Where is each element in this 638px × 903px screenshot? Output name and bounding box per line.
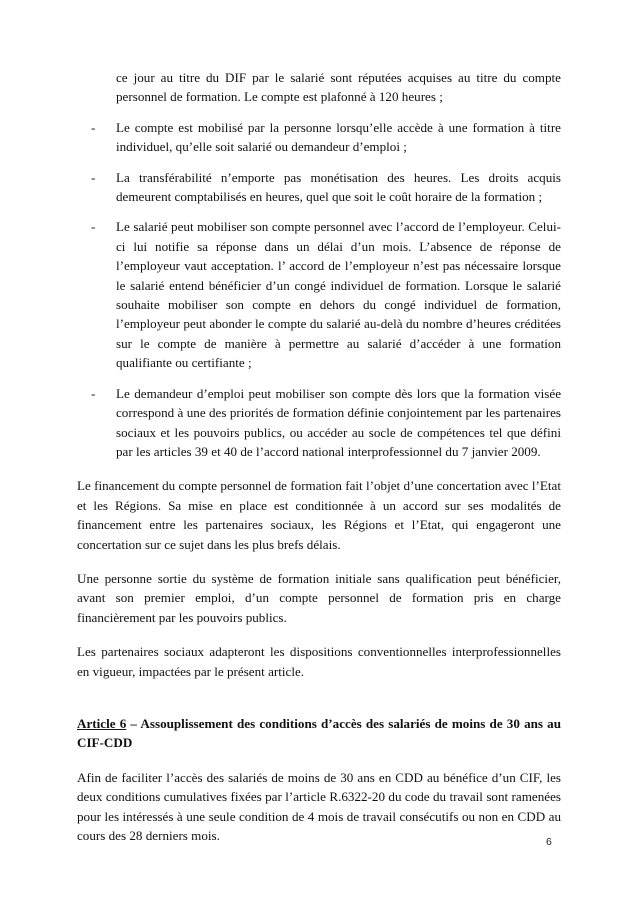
paragraph-sortie-formation: Une personne sortie du système de formation initiale sans qualification peut bénéficier, avant son premier emploi, d’un compte personnel de formation pris en charge financièrement par les pouvoirs publics. (77, 570, 561, 625)
list-item-text: Le compte est mobilisé par la personne lorsqu’elle accède à une formation à titre individuel, qu’elle soit salarié ou demandeur d’emploi ; (116, 119, 561, 155)
list-item-text: Le demandeur d’emploi peut mobiliser son compte dès lors que la formation visée correspond à une des priorités de formation définie conjointement par les partenaires sociaux et les pouvoirs publics, ou accéder au socle de compétences tel que défini par les articles 39 et 40 de l’accord national interprofessionnel du 7 janvier 2009. (116, 385, 561, 459)
paragraph-partenaires: Les partenaires sociaux adapteront les dispositions conventionnelles interprofessionnelles en vigueur, impactées par le présent article. (77, 644, 561, 679)
article-body: Afin de faciliter l’accès des salariés de moins de 30 ans en CDD au bénéfice d’un CIF, les deux conditions cumulatives fixées par l’article R.6322-20 du code du travail sont ramenées pour les intéressés à une seule condition de 4 mois de travail consécutifs ou non en CDD au cours des 28 derniers mois. (77, 769, 561, 843)
list-dash: - (91, 385, 96, 401)
list-item (77, 118, 561, 157)
list-dash: - (91, 219, 96, 235)
list-item-text: Le salarié peut mobiliser son compte personnel avec l’accord de l’employeur. Celui-ci lui notifie sa réponse dans un délai d’un mois. L’absence de réponse de l’employeur vaut acceptation. l’ accord de l’employeur n’est pas nécessaire lorsque le salarié entend bénéficier d’un congé individuel de formation. Lorsque le salarié souhaite mobiliser son compte en dehors du congé individuel de formation, l’employeur peut abonder le compte du salarié au-delà du nombre d’heures créditées sur le compte de manière à permettre au salarié d’accéder à une formation qualifiante ou certifiante ; (116, 219, 561, 371)
list-item-text: La transférabilité n’emporte pas monétisation des heures. Les droits acquis demeurent comptabilisés en heures, quel que soit le coût horaire de la formation ; (116, 169, 561, 205)
article-heading (77, 714, 561, 753)
list-item (77, 384, 561, 462)
list-item-continuation (77, 68, 561, 107)
page-content (77, 68, 561, 845)
page-number: 6 (546, 836, 552, 848)
list-dash: - (91, 169, 96, 185)
list-dash: - (91, 119, 96, 135)
paragraph-financement: Le financement du compte personnel de formation fait l’objet d’une concertation avec l’Etat et les Régions. Sa mise en place est conditionnée à un accord sur ses modalités de financement entre les partenaires sociaux, les Régions et l’Etat, qui engageront une concertation sur ce sujet dans les plus brefs délais. (77, 478, 561, 552)
list-item (77, 217, 561, 372)
list-item (77, 168, 561, 207)
article-title: – Assouplissement des conditions d’accès des salariés de moins de 30 ans au CIF-CDD (77, 715, 561, 751)
list-item-text: ce jour au titre du DIF par le salarié sont réputées acquises au titre du compte personnel de formation. Le compte est plafonné à 120 heures ; (116, 70, 561, 105)
article-label: Article 6 (77, 715, 127, 731)
